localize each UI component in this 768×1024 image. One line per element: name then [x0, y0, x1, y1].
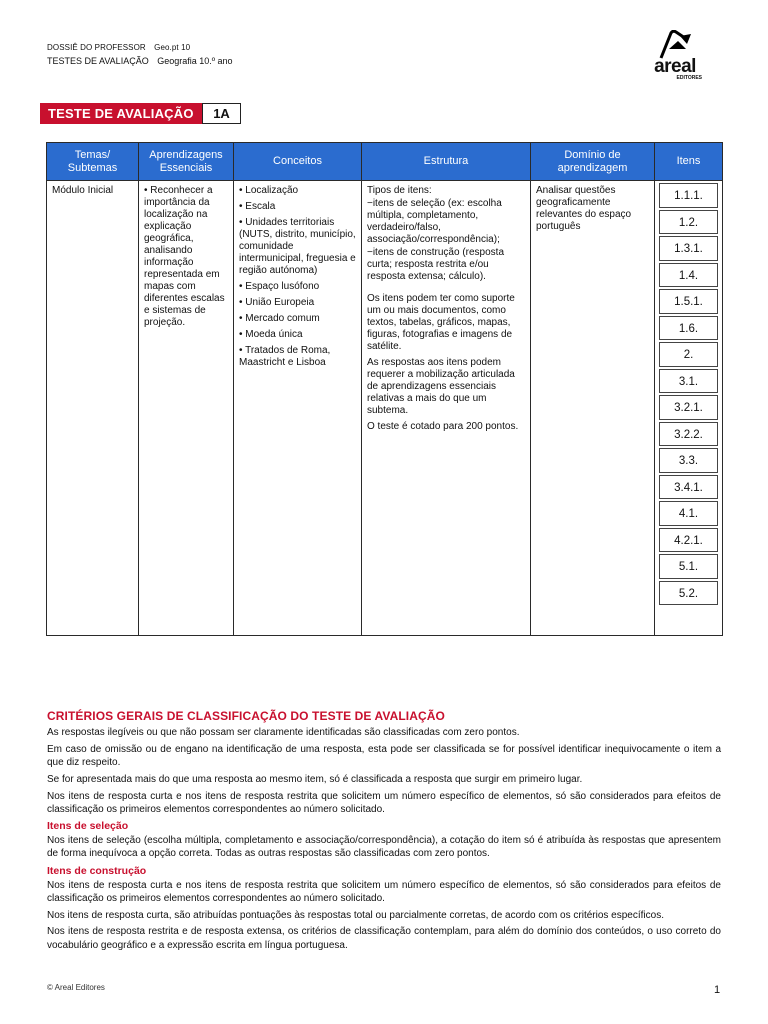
- tema-cell: Módulo Inicial: [47, 181, 139, 636]
- conceito-item: • Espaço lusófono: [239, 281, 320, 292]
- item-number: 2.: [659, 342, 718, 367]
- test-title-box: [40, 103, 241, 124]
- item-number: 3.2.2.: [659, 422, 718, 447]
- criteria-paragraph: Nos itens de resposta curta e nos itens de resposta restrita que solicitem um número específico de elementos, só são considerados para efeitos de classificação os primeiros elementos correspondentes ao número solicitado.: [47, 879, 721, 904]
- estrutura-text: As respostas aos itens podem requerer a mobilização articulada de aprendizagens essenciais relativas a mais do que um subtema.: [367, 357, 515, 416]
- criteria-paragraph: As respostas ilegíveis ou que não possam ser claramente identificadas são classificadas com zero pontos.: [47, 727, 520, 739]
- item-number: 1.2.: [659, 210, 718, 235]
- item-number: 1.3.1.: [659, 236, 718, 261]
- criteria-paragraph: Se for apresentada mais do que uma resposta ao mesmo item, só é classificada a resposta que surgir em primeiro lugar.: [47, 773, 583, 785]
- conceito-item: • União Europeia: [239, 297, 315, 308]
- test-title: TESTE DE AVALIAÇÃO: [40, 103, 202, 124]
- estrutura-text: Os itens podem ter como suporte um ou mais documentos, como textos, tabelas, gráficos, mapas, figuras, fotografias e imagens de satélite.: [367, 293, 515, 352]
- col-header-aprendizagens: Aprendizagens Essenciais: [139, 143, 234, 181]
- criteria-paragraph: Nos itens de resposta restrita e de resposta extensa, os critérios de classificação contemplam, para além do domínio dos conteúdos, o uso correto do vocabulário geográfico e a expressão escrita em língua portuguesa.: [47, 926, 721, 951]
- selection-items-heading: Itens de seleção: [47, 819, 129, 832]
- book-label: Geo.pt 10: [154, 43, 191, 52]
- criteria-paragraph: Nos itens de resposta curta e nos itens de resposta restrita que solicitem um número específico de elementos, só são considerados para efeitos de classificação os primeiros elementos correspondentes ao número solicitado.: [47, 790, 721, 815]
- col-header-conceitos: Conceitos: [234, 143, 362, 181]
- item-number: 4.1.: [659, 501, 718, 526]
- subject-label: Geografia 10.º ano: [157, 56, 233, 66]
- estrutura-text: −itens de construção (resposta curta; resposta restrita e/ou resposta extensa; cálculo).: [367, 247, 505, 282]
- item-number: 3.3.: [659, 448, 718, 473]
- estrutura-cell: [362, 181, 531, 636]
- col-header-itens: Itens: [655, 143, 723, 181]
- criteria-paragraph: Em caso de omissão ou de engano na identificação de uma resposta, esta pode ser classificada se for possível identificar inequivocamente o item a que diz respeito.: [47, 743, 721, 769]
- item-number: 4.2.1.: [659, 528, 718, 553]
- estrutura-text: Tipos de itens:: [367, 185, 432, 196]
- col-header-estrutura: Estrutura: [362, 143, 531, 181]
- aprendizagem-cell: • Reconhecer a importância da localização na explicação geográfica, analisando informação representada em mapas com diferentes escalas e sistemas de projeção.: [139, 181, 234, 636]
- footer-copyright: © Areal Editores: [47, 983, 105, 992]
- item-number: 3.2.1.: [659, 395, 718, 420]
- conceito-item: • Localização: [239, 185, 299, 196]
- criteria-paragraph: Nos itens de seleção (escolha múltipla, completamento e associação/correspondência), a cotação do item só é atribuída às respostas que apresentem de forma inequívoca a opção correta. Todas as outras respostas são classificadas com zero pontos.: [47, 835, 721, 860]
- item-number: 3.4.1.: [659, 475, 718, 500]
- item-number: 5.1.: [659, 554, 718, 579]
- estrutura-text: O teste é cotado para 200 pontos.: [367, 421, 519, 432]
- tests-label: TESTES DE AVALIAÇÃO: [47, 56, 149, 66]
- areal-logo: [646, 30, 704, 86]
- conceito-item: • Unidades territoriais (NUTS, distrito, município, comunidade intermunicipal, freguesia e região autónoma): [239, 217, 356, 276]
- header-line-1: [47, 43, 190, 52]
- table-row: [47, 181, 723, 636]
- criteria-title: CRITÉRIOS GERAIS DE CLASSIFICAÇÃO DO TESTE DE AVALIAÇÃO: [47, 709, 445, 723]
- construction-items-heading: Itens de construção: [47, 864, 147, 877]
- item-number: 1.4.: [659, 263, 718, 288]
- criteria-section: [47, 710, 721, 955]
- logo-subtitle: EDITORES: [676, 75, 702, 81]
- test-structure-table: [46, 142, 723, 636]
- item-number: 5.2.: [659, 581, 718, 606]
- item-number: 1.6.: [659, 316, 718, 341]
- test-code: 1A: [202, 103, 241, 124]
- header-line-2: [47, 56, 233, 66]
- col-header-dominio: Domínio de aprendizagem: [531, 143, 655, 181]
- table-header-row: [47, 143, 723, 181]
- col-header-temas: Temas/ Subtemas: [47, 143, 139, 181]
- estrutura-text: −itens de seleção (ex: escolha múltipla, completamento, verdadeiro/falso, associação/correspondência);: [367, 198, 502, 245]
- item-number: 1.5.1.: [659, 289, 718, 314]
- dominio-cell: Analisar questões geograficamente relevantes do espaço português: [531, 181, 655, 636]
- logo-word: areal: [654, 56, 696, 77]
- item-number: 1.1.1.: [659, 183, 718, 208]
- conceito-item: • Mercado comum: [239, 313, 320, 324]
- conceito-item: • Escala: [239, 201, 276, 212]
- itens-cell: [655, 181, 723, 636]
- conceito-item: • Moeda única: [239, 329, 303, 340]
- dossier-label: DOSSIÊ DO PROFESSOR: [47, 43, 146, 52]
- conceito-item: • Tratados de Roma, Maastricht e Lisboa: [239, 345, 331, 368]
- item-number: 3.1.: [659, 369, 718, 394]
- criteria-paragraph: Nos itens de resposta curta, são atribuídas pontuações às respostas total ou parcialmente corretas, de acordo com os critérios específicos.: [47, 909, 664, 921]
- conceitos-cell: [234, 181, 362, 636]
- page-number: 1: [714, 984, 721, 996]
